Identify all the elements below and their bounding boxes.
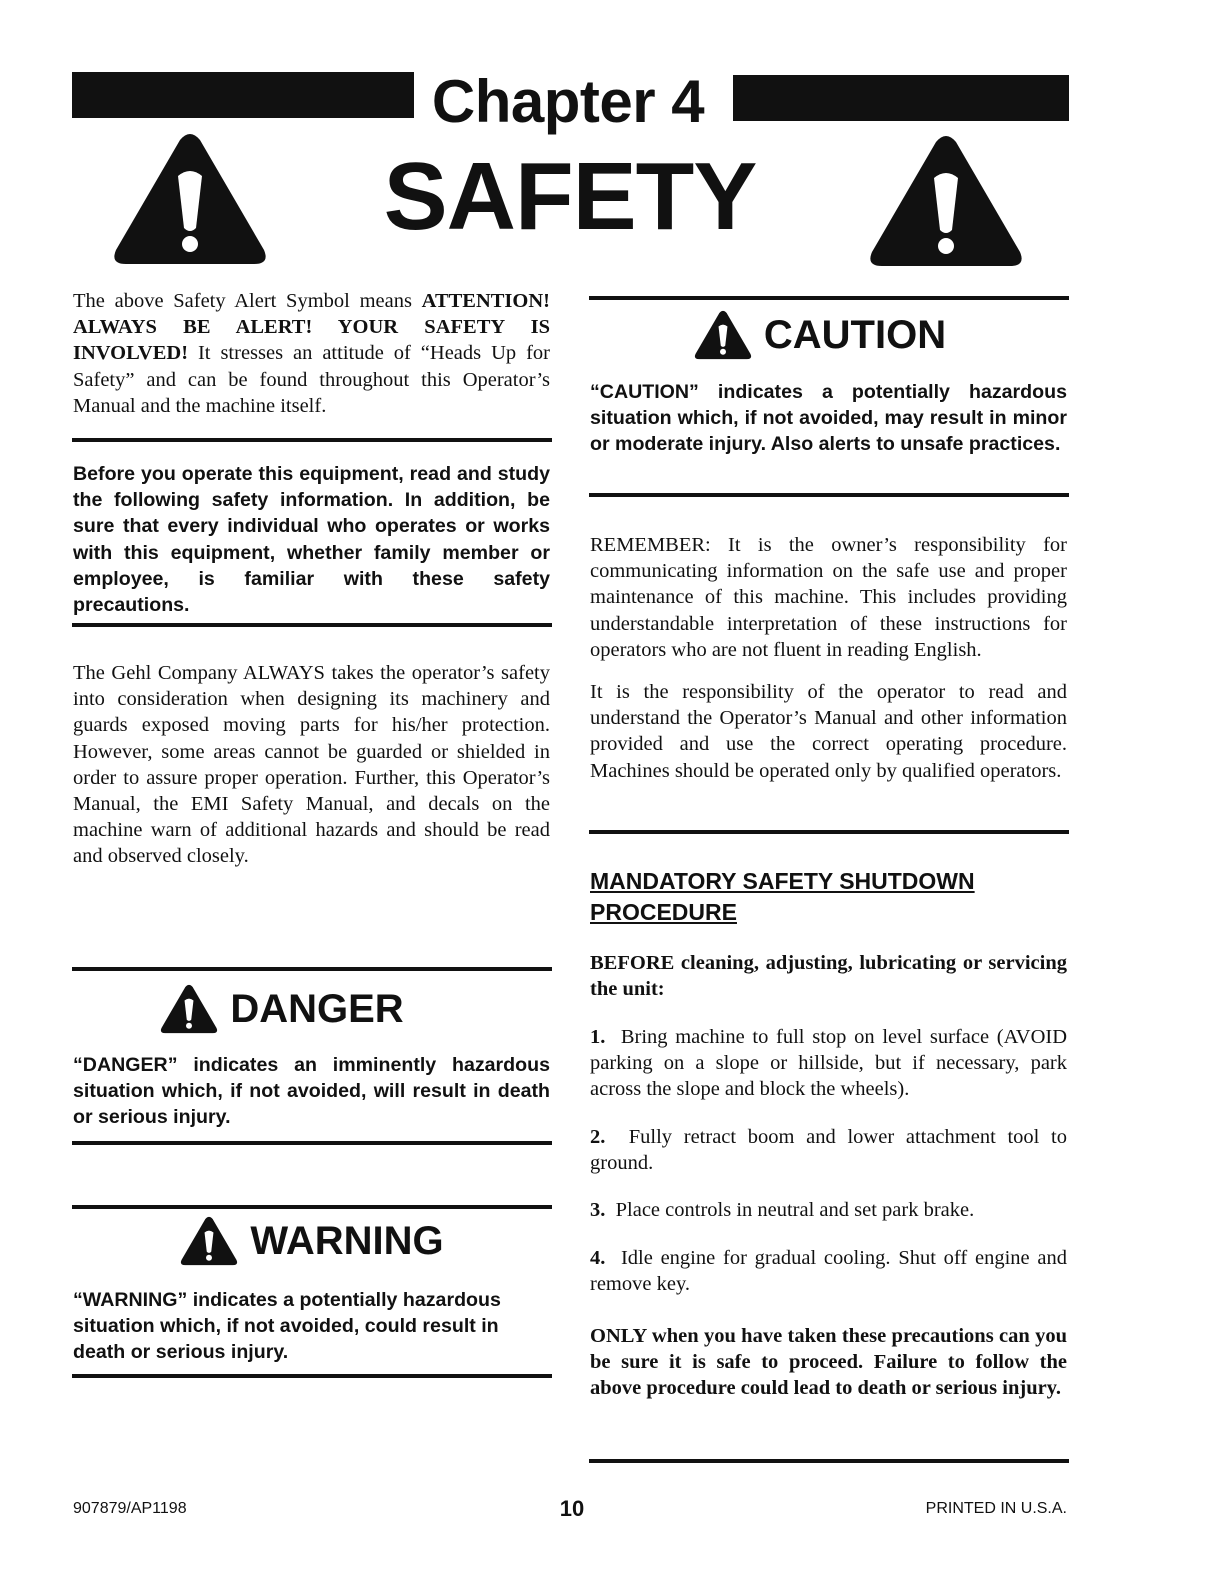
alert-intro-pre: The above Safety Alert Symbol means <box>73 290 422 312</box>
step-2 <box>590 1124 1067 1176</box>
safety-alert-icon-left <box>112 130 268 268</box>
caution-heading <box>630 308 1010 362</box>
warning-label: WARNING <box>250 1219 444 1263</box>
step-text: Fully retract boom and lower attachment tool to ground. <box>590 1126 1067 1175</box>
divider <box>72 623 552 627</box>
responsibility-paragraph: It is the responsibility of the operator to read and understand the Operator’s Manual and other information provided and use the correct operating procedure. Machines should be operated only by qualified operators. <box>590 681 1067 782</box>
printed-in: PRINTED IN U.S.A. <box>925 1500 1067 1517</box>
divider <box>72 967 552 971</box>
divider <box>589 493 1069 497</box>
divider <box>72 1205 552 1209</box>
gehl-paragraph: The Gehl Company ALWAYS takes the operator’s safety into consideration when designing its machinery and guards exposed moving parts for his/her protection. However, some areas cannot be guarded or shielded in order to assure proper operation. Further, this Operator’s Manual, the EMI Safety Manual, and decals on the machine warn of additional hazards and should be read and observed closely. <box>73 662 550 868</box>
divider <box>72 1141 552 1145</box>
safety-alert-icon-right <box>868 132 1024 270</box>
before-servicing: BEFORE cleaning, adjusting, lubricating or servicing the unit: <box>590 952 1067 1001</box>
danger-text: “DANGER” indicates an imminently hazardous situation which, if not avoided, will result in death or serious injury. <box>73 1054 550 1129</box>
before-operate-notice: Before you operate this equipment, read and study the following safety information. In addition, be sure that every individual who operates or works with this equipment, whether family member or employee, is familiar with these safety precautions. <box>73 463 550 617</box>
divider <box>589 830 1069 834</box>
header-bar-left <box>72 72 414 118</box>
alert-intro-bold: ATTENTION! ALWAYS BE ALERT! YOUR SAFETY IS INVOLVED! <box>73 290 550 365</box>
only-when-notice: ONLY when you have taken these precautions can you be sure it is safe to proceed. Failure to follow the above procedure could lead to death or serious injury. <box>590 1325 1067 1400</box>
caution-label: CAUTION <box>763 313 947 357</box>
divider <box>72 438 552 442</box>
step-number: 4. <box>590 1247 606 1269</box>
page-title: SAFETY <box>383 143 757 250</box>
step-number: 2. <box>590 1126 606 1148</box>
danger-heading <box>72 982 492 1036</box>
step-number: 3. <box>590 1199 606 1221</box>
step-1 <box>590 1024 1067 1103</box>
step-text: Idle engine for gradual cooling. Shut off engine and remove key. <box>590 1247 1068 1296</box>
step-text: Bring machine to full stop on level surface (AVOID parking on a slope or hillside, but if necessary, park across the slope and block the wheels). <box>590 1026 1068 1101</box>
warning-text: “WARNING” indicates a potentially hazardous situation which, if not avoided, could result in death or serious injury. <box>73 1289 501 1364</box>
danger-label: DANGER <box>230 987 404 1031</box>
warning-alert-icon <box>180 1215 238 1267</box>
step-3 <box>590 1197 1067 1223</box>
warning-heading <box>102 1214 522 1268</box>
doc-number: 907879/AP1198 <box>73 1500 187 1517</box>
header-bar-right <box>733 75 1069 121</box>
step-text: Place controls in neutral and set park brake. <box>615 1199 975 1221</box>
divider <box>72 1374 552 1378</box>
step-4 <box>590 1245 1067 1297</box>
page-number: 10 <box>559 1496 585 1521</box>
alert-intro-paragraph <box>73 288 550 419</box>
divider <box>589 1459 1069 1463</box>
remember-paragraph: REMEMBER: It is the owner’s responsibility for communicating information on the safe use and proper maintenance of this machine. This includes providing understandable interpretation of these instructions for operators who are not fluent in reading English. <box>590 534 1067 661</box>
danger-alert-icon <box>160 983 218 1035</box>
caution-alert-icon <box>694 309 752 361</box>
shutdown-heading: MANDATORY SAFETY SHUTDOWN PROCEDURE <box>590 868 975 925</box>
caution-text: “CAUTION” indicates a potentially hazardous situation which, if not avoided, may result in minor or moderate injury. Also alerts to unsafe practices. <box>590 381 1067 456</box>
chapter-label: Chapter 4 <box>431 68 705 135</box>
alert-intro-post: It stresses an attitude of “Heads Up for Safety” and can be found throughout this Operator’s Manual and the machine itself. <box>73 342 550 417</box>
step-number: 1. <box>590 1026 606 1048</box>
divider <box>589 296 1069 300</box>
